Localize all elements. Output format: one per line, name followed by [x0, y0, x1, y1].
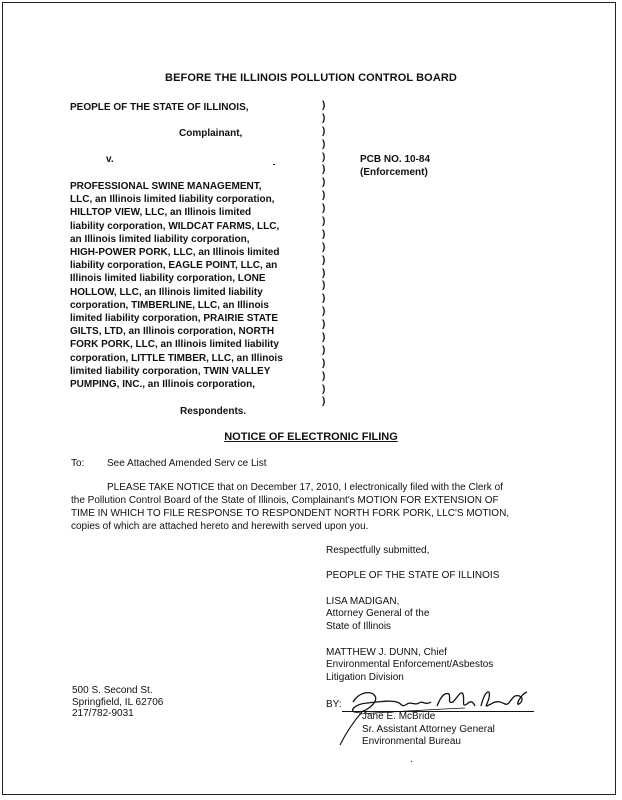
body-line: TIME IN WHICH TO FILE RESPONSE TO RESPONDENT NORTH FORK PORK, LLC'S MOTION,: [71, 508, 510, 519]
notice-title: NOTICE OF ELECTRONIC FILING: [224, 431, 398, 443]
by-label: BY:: [326, 699, 342, 710]
case-type: (Enforcement): [360, 167, 428, 178]
caption-paren: ): [322, 267, 326, 279]
respondent-line: PROFESSIONAL SWINE MANAGEMENT,: [70, 181, 262, 192]
body-line: PLEASE TAKE NOTICE that on December 17, 2010, I electronically filed with the Clerk of: [107, 482, 503, 493]
caption-paren: ): [322, 293, 326, 305]
address-block: [72, 685, 163, 720]
page-border: [2, 2, 616, 795]
respondent-line: liability corporation, EAGLE POINT, LLC, an: [70, 260, 278, 272]
caption-paren: ): [322, 280, 326, 292]
respondent-line: corporation, LITTLE TIMBER, LLC, an Illinois: [70, 352, 283, 364]
address-line: 500 S. Second St.: [72, 685, 153, 696]
caption-paren: ): [322, 357, 326, 369]
complainant-label: Complainant,: [179, 128, 243, 139]
chief-block: [326, 647, 493, 684]
caption-paren: ): [322, 396, 326, 408]
address-line: Springfield, IL 62706: [72, 696, 164, 708]
board-title: BEFORE THE ILLINOIS POLLUTION CONTROL BOARD: [165, 72, 457, 84]
respondent-line: HIGH-POWER PORK, LLC, an Illinois limited: [70, 247, 280, 259]
caption-paren: ): [322, 100, 326, 111]
respondent-line: PUMPING, INC., an Illinois corporation,: [70, 379, 256, 391]
caption-parentheses: [322, 100, 325, 409]
signer-line: Environmental Bureau: [362, 736, 461, 747]
body-line: copies of which are attached hereto and herewith served upon you.: [71, 521, 369, 532]
ag-line: Attorney General of the: [326, 608, 430, 620]
caption-paren: ): [322, 344, 326, 356]
party-name: PEOPLE OF THE STATE OF ILLINOIS: [326, 570, 500, 581]
respondent-line: limited liability corporation, PRAIRIE STATE: [70, 313, 278, 325]
page-mark: .: [410, 754, 413, 765]
chief-line: Environmental Enforcement/Asbestos: [326, 659, 494, 671]
respondent-line: LLC, an Illinois limited liability corporation,: [70, 194, 275, 206]
respondents-label: Respondents.: [180, 406, 247, 417]
body-line: the Pollution Control Board of the State of Illinois, Complainant's MOTION FOR EXTENSION OF: [71, 495, 499, 506]
address-line: 217/782-9031: [72, 708, 134, 720]
to-value: See Attached Amended Serv ce List: [107, 458, 267, 469]
respondents-list: [70, 180, 283, 391]
respondent-line: FORK PORK, LLC, an Illinois limited liability: [70, 339, 279, 351]
case-number: PCB NO. 10-84: [360, 154, 431, 165]
caption-paren: ): [322, 370, 326, 382]
ag-line: LISA MADIGAN,: [326, 596, 400, 607]
respondent-line: HILLTOP VIEW, LLC, an Illinois limited: [70, 207, 252, 219]
caption-paren: ): [322, 319, 326, 331]
attorney-general-block: [326, 596, 429, 633]
caption-paren: ): [322, 228, 326, 240]
caption-paren: ): [322, 125, 326, 137]
versus-label: v.: [106, 154, 114, 165]
chief-line: MATTHEW J. DUNN, Chief: [326, 647, 447, 658]
caption-paren: ): [322, 203, 326, 215]
respondent-line: Illinois limited liability corporation, LONE: [70, 273, 266, 285]
respondent-line: GILTS, LTD, an Illinois corporation, NORTH: [70, 326, 275, 338]
respondent-line: limited liability corporation, TWIN VALLEY: [70, 365, 271, 377]
scan-dot: [273, 164, 275, 165]
caption-paren: ): [322, 241, 326, 253]
caption-paren: ): [322, 306, 326, 318]
chief-line: Litigation Division: [326, 671, 404, 683]
signature-tail-icon: [338, 711, 364, 747]
caption-paren: ): [322, 190, 326, 202]
respondent-line: HOLLOW, LLC, an Illinois limited liability: [70, 286, 263, 298]
caption-paren: ): [322, 177, 326, 189]
caption-paren: ): [322, 138, 326, 150]
caption-paren: ): [322, 383, 326, 395]
caption-paren: ): [322, 112, 326, 124]
respondent-line: liability corporation, WILDCAT FARMS, LLC,: [70, 220, 280, 232]
plaintiff-name: PEOPLE OF THE STATE OF ILLINOIS,: [70, 102, 249, 113]
caption-paren: ): [322, 254, 326, 266]
signer-block: [362, 711, 495, 749]
caption-paren: ): [322, 151, 326, 163]
signer-line: Sr. Assistant Attorney General: [362, 723, 495, 735]
caption-paren: ): [322, 164, 326, 176]
respondent-line: corporation, TIMBERLINE, LLC, an Illinois: [70, 299, 269, 311]
respondent-line: an Illinois limited liability corporation,: [70, 233, 250, 245]
closing: Respectfully submitted,: [326, 545, 430, 556]
ag-line: State of Illinois: [326, 620, 392, 632]
signer-line: Jane E. McBride: [362, 711, 436, 722]
caption-paren: ): [322, 332, 326, 344]
caption-paren: ): [322, 216, 326, 228]
to-label: To:: [71, 458, 85, 469]
